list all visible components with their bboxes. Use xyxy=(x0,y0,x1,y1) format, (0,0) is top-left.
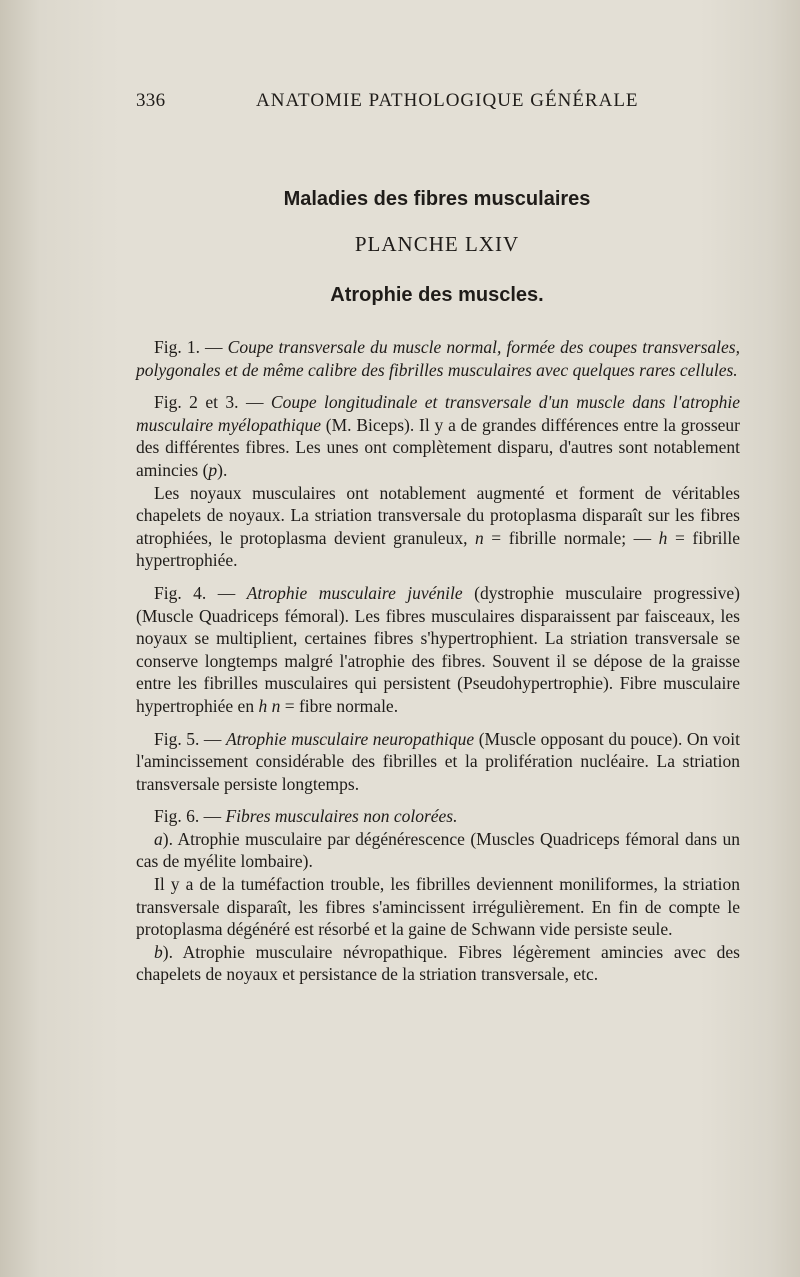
figure-label: Fig. 4. — xyxy=(154,582,236,603)
section-title: Maladies des fibres musculaires xyxy=(283,188,591,210)
label-p: p xyxy=(208,459,218,480)
figure-text: = fibrille hypertrophiée. xyxy=(136,527,741,571)
plate-title: PLANCHE LXIV xyxy=(354,232,520,256)
figure-text: (dystrophie musculaire progressive) (Muscle Quadriceps fémoral). Les fibres musculaires disparaissent par faisceaux, les noyaux se multiplient, certaines fibres s'hypertrophient. La striation transversale se conserve longtemps malgré l'atrophie des fibres. Souvent il se dépose de la graisse entre les fibrilles musculaires qui persistent (Pseudohypertrophie). Fibre musculaire hypertrophiée en xyxy=(136,582,741,716)
figure-caption: Coupe transversale du muscle normal, formée des coupes transversales, polygonales et de même calibre des fibrilles musculaires avec quelques rares cellules. xyxy=(136,337,740,380)
figure-label: Fig. 6. — xyxy=(154,806,222,827)
figure-caption: Atrophie musculaire neuropathique xyxy=(225,728,475,749)
page-header xyxy=(136,90,736,120)
legend-fig-1 xyxy=(136,336,740,381)
figure-label: Fig. 2 et 3. — xyxy=(154,392,264,413)
plate-legend xyxy=(136,336,740,986)
page-number: 336 xyxy=(136,90,166,111)
figure-caption: Fibres musculaires non colorées. xyxy=(225,806,458,827)
plate-subtitle: Atrophie des muscles. xyxy=(330,284,544,306)
figure-text: (Muscle opposant du pouce). On voit l'amincissement considérable des fibrilles et la prolifération nucléaire. La striation transversale persiste longtemps. xyxy=(136,728,741,794)
figure-text: ). Atrophie musculaire par dégénérescence (Muscles Quadriceps fémoral dans un cas de myélite lombaire). xyxy=(136,828,740,872)
label-h: h xyxy=(258,695,268,716)
figure-text: = fibrille normale; — xyxy=(491,527,652,548)
figure-text-end: ). xyxy=(217,459,228,480)
figure-label: Fig. 5. — xyxy=(154,728,222,749)
label-b: b xyxy=(154,941,163,962)
figure-caption: Coupe longitudinale et transversale d'un muscle dans l'atrophie musculaire myélopathique xyxy=(136,392,741,435)
figure-text-end: = fibre normale. xyxy=(284,695,399,716)
legend-fig-6a xyxy=(136,828,740,873)
figure-text: (M. Biceps). Il y a de grandes différences entre la grosseur des différentes fibres. Les unes ont complètement disparu, d'autres sont notablement amincies ( xyxy=(136,414,740,480)
legend-fig-5 xyxy=(136,728,740,796)
legend-fig-6 xyxy=(136,805,740,828)
figure-label: Fig. 1. — xyxy=(154,337,223,357)
label-n: n xyxy=(475,527,484,548)
legend-fig-6b xyxy=(136,941,740,986)
label-n: n xyxy=(271,695,281,716)
legend-fig-6a-continued xyxy=(136,873,740,941)
legend-fig-2-3 xyxy=(136,391,740,481)
legend-fig-4 xyxy=(136,582,740,718)
label-h: h xyxy=(658,527,668,548)
legend-fig-2-3-continued xyxy=(136,482,740,572)
running-head: ANATOMIE PATHOLOGIQUE GÉNÉRALE xyxy=(256,90,639,111)
figure-text: Il y a de la tuméfaction trouble, les fibrilles deviennent moniliformes, la striation transversale disparaît, les fibres s'amincissent irrégulièrement. En fin de compte le protoplasma dégénéré est résorbé et la gaine de Schwann vide persiste seule. xyxy=(136,874,740,940)
label-a: a xyxy=(154,828,163,849)
figure-caption: Atrophie musculaire juvénile xyxy=(246,582,463,603)
figure-text: Les noyaux musculaires ont notablement augmenté et forment de véritables chapelets de noyaux. La striation transversale du protoplasma disparaît sur les fibres atrophiées, le protoplasma devient granuleux, xyxy=(136,482,740,548)
figure-text: ). Atrophie musculaire névropathique. Fibres légèrement amincies avec des chapelets de noyaux et persistance de la striation transversale, etc. xyxy=(136,941,740,985)
